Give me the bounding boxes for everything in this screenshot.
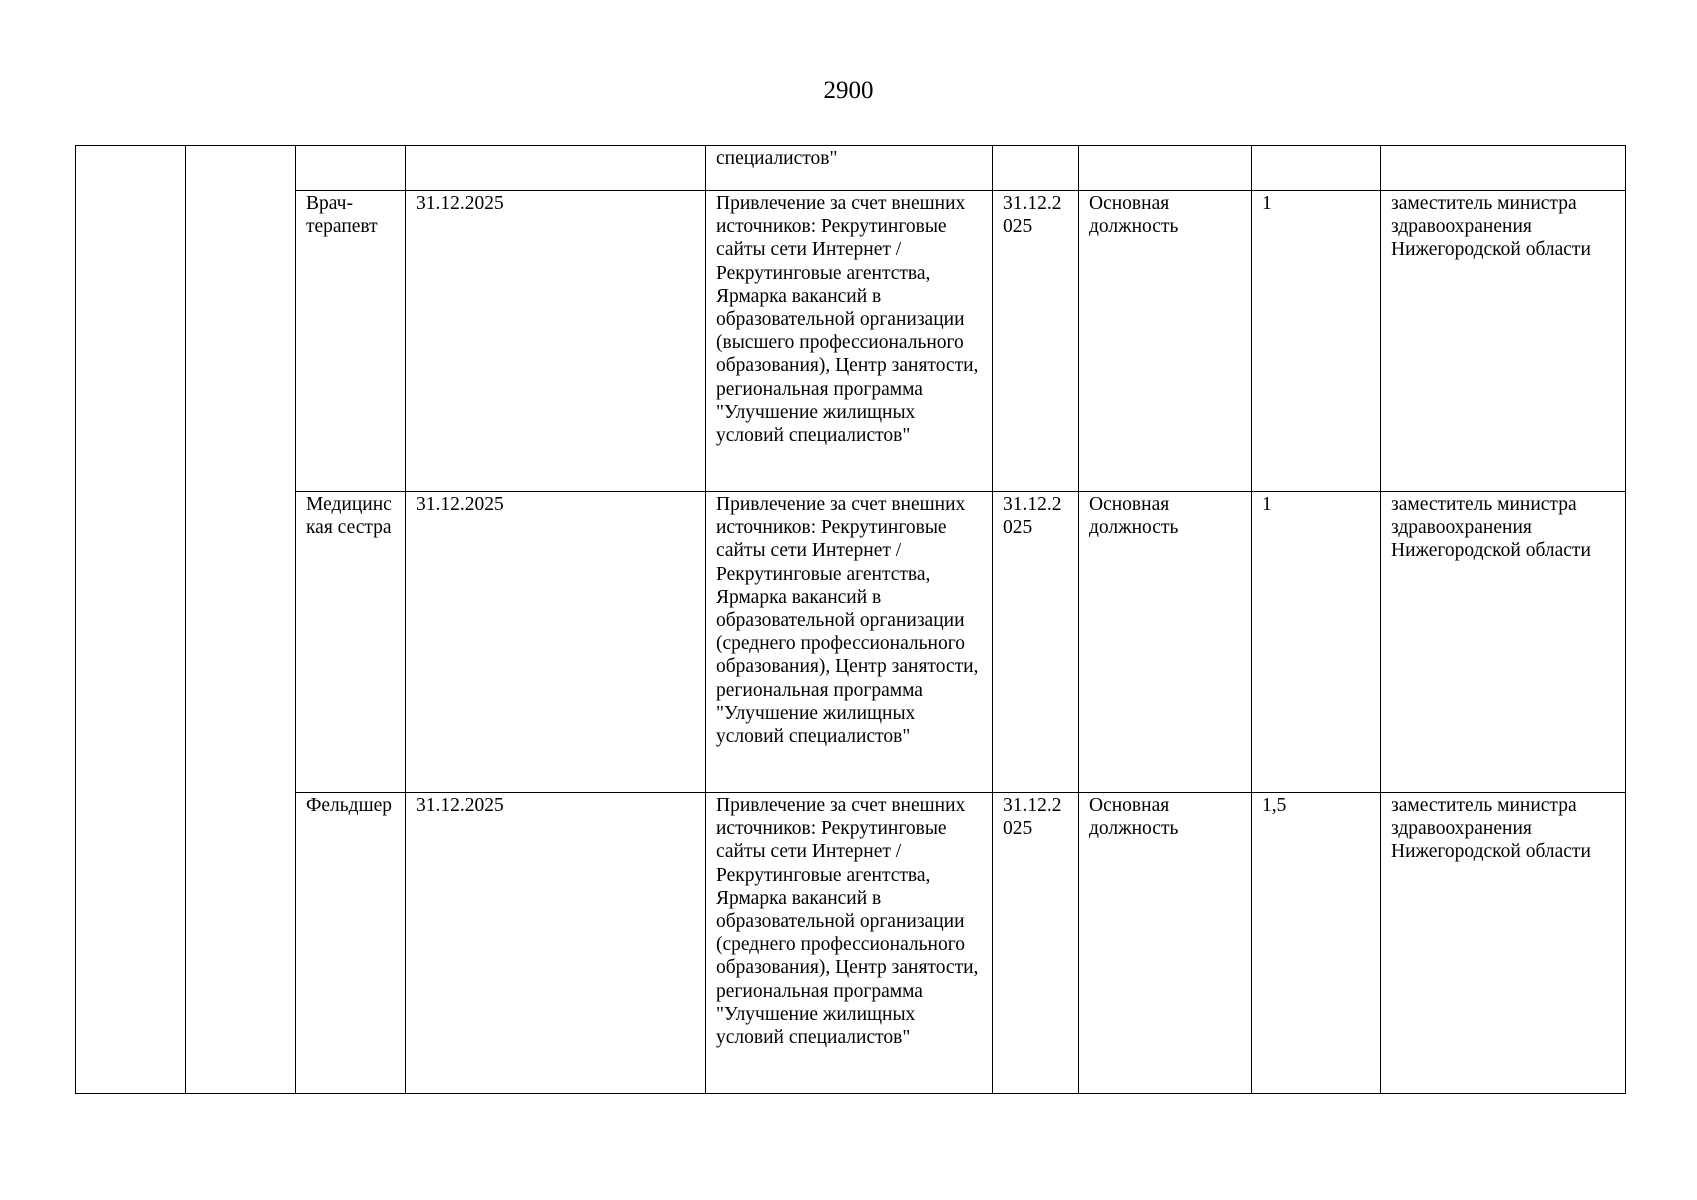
type-cell: Основная должность (1079, 492, 1252, 793)
merged-cell-col2 (186, 146, 296, 1094)
position-cell: Врач-терапевт (296, 191, 406, 492)
responsible-cell (1381, 146, 1626, 191)
table-row-continuation (76, 146, 1626, 191)
page-number: 2900 (823, 77, 874, 104)
deadline-cell: 31.12.2025 (993, 191, 1079, 492)
deadline-cell: 31.12.2025 (993, 492, 1079, 793)
staffing-table (75, 145, 1626, 1094)
deadline-cell (993, 146, 1079, 191)
date-cell: 31.12.2025 (406, 793, 706, 1094)
method-cell: Привлечение за счет внешних источников: Рекрутинговые сайты сети Интернет / Рекрутинговые агентства, Ярмарка вакансий в образовательной организации (среднего профессионального образования), Центр занятости, региональная программа "Улучшение жилищных условий специалистов" (706, 793, 993, 1094)
responsible-cell: заместитель министра здравоохранения Нижегородской области (1381, 492, 1626, 793)
type-cell: Основная должность (1079, 191, 1252, 492)
count-cell (1252, 146, 1381, 191)
method-cell: специалистов" (706, 146, 993, 191)
position-cell: Фельдшер (296, 793, 406, 1094)
position-cell: Медицинская сестра (296, 492, 406, 793)
responsible-cell: заместитель министра здравоохранения Нижегородской области (1381, 793, 1626, 1094)
table-row (76, 191, 1626, 492)
type-cell: Основная должность (1079, 793, 1252, 1094)
table-row (76, 492, 1626, 793)
date-cell: 31.12.2025 (406, 492, 706, 793)
position-cell (296, 146, 406, 191)
date-cell: 31.12.2025 (406, 191, 706, 492)
table-row (76, 793, 1626, 1094)
responsible-cell: заместитель министра здравоохранения Нижегородской области (1381, 191, 1626, 492)
count-cell: 1 (1252, 492, 1381, 793)
count-cell: 1,5 (1252, 793, 1381, 1094)
method-cell: Привлечение за счет внешних источников: Рекрутинговые сайты сети Интернет / Рекрутинговые агентства, Ярмарка вакансий в образовательной организации (среднего профессионального образования), Центр занятости, региональная программа "Улучшение жилищных условий специалистов" (706, 492, 993, 793)
count-cell: 1 (1252, 191, 1381, 492)
deadline-cell: 31.12.2025 (993, 793, 1079, 1094)
method-cell: Привлечение за счет внешних источников: Рекрутинговые сайты сети Интернет / Рекрутинговые агентства, Ярмарка вакансий в образовательной организации (высшего профессионального образования), Центр занятости, региональная программа "Улучшение жилищных условий специалистов" (706, 191, 993, 492)
type-cell (1079, 146, 1252, 191)
merged-cell-col1 (76, 146, 186, 1094)
date-cell (406, 146, 706, 191)
